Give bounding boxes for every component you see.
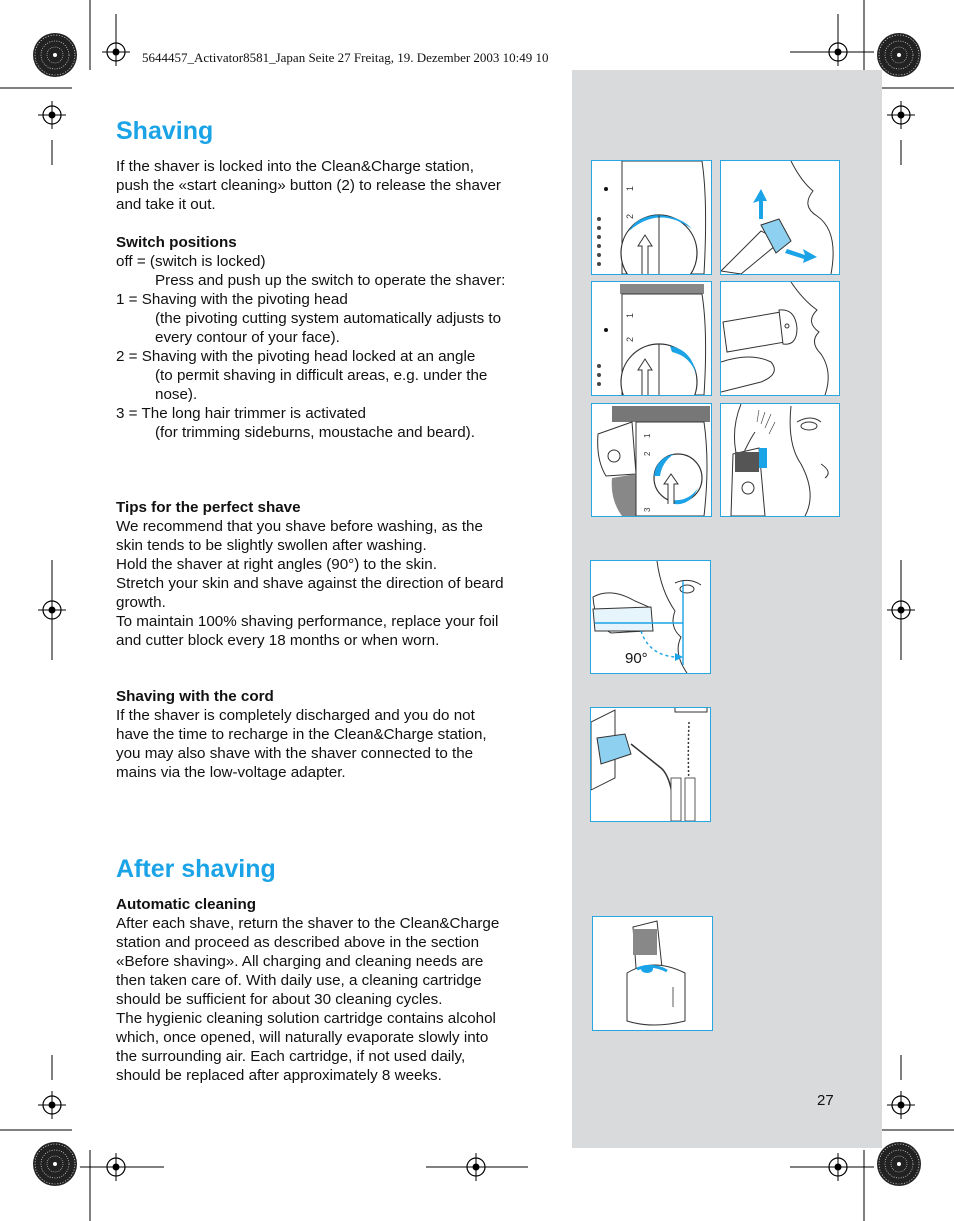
switch-line: nose). <box>155 386 198 403</box>
print-header: 5644457_Activator8581_Japan Seite 27 Freitag, 19. Dezember 2003 10:49 10 <box>142 50 549 65</box>
auto-line: then taken care of. With daily use, a cleaning cartridge <box>116 972 482 989</box>
auto-line: the surrounding air. Each cartridge, if not used daily, <box>116 1048 466 1065</box>
auto-line: After each shave, return the shaver to the Clean&Charge <box>116 915 500 932</box>
auto-line: should be sufficient for about 30 cleaning cycles. <box>116 991 443 1008</box>
pivoting-head-figure <box>720 160 840 275</box>
cord-heading: Shaving with the cord <box>116 688 274 705</box>
switch-line: Press and push up the switch to operate the shaver: <box>155 272 506 289</box>
after-shaving-title: After shaving <box>116 855 276 883</box>
auto-line: «Before shaving». All charging and cleaning needs are <box>116 953 484 970</box>
tips-line: Hold the shaver at right angles (90°) to the skin. <box>116 556 437 573</box>
intro-line: If the shaver is locked into the Clean&Charge station, <box>116 158 474 175</box>
mark-1: 1 <box>625 312 635 318</box>
switch-positions <box>116 233 505 442</box>
shaving-title: Shaving <box>116 117 214 145</box>
tips-line: growth. <box>116 594 166 611</box>
cord-figure <box>590 707 711 822</box>
mark-2: 2 <box>625 336 635 342</box>
switch-line: (to permit shaving in difficult areas, e.g. under the <box>155 367 488 384</box>
tips-line: To maintain 100% shaving performance, replace your foil <box>116 613 499 630</box>
mark-1: 1 <box>625 185 635 191</box>
switch-line: every contour of your face). <box>155 329 340 346</box>
switch-line: 1 = Shaving with the pivoting head <box>116 291 348 308</box>
switch-line: (for trimming sideburns, moustache and beard). <box>155 424 475 441</box>
cord-line: you may also shave with the shaver connected to the <box>116 745 474 762</box>
under-nose-figure <box>720 281 840 396</box>
tips-line: and cutter block every 18 months or when worn. <box>116 632 440 649</box>
cord-line: have the time to recharge in the Clean&Charge station, <box>116 726 487 743</box>
cord-line: mains via the low-voltage adapter. <box>116 764 346 781</box>
switch-position-1-figure <box>591 160 712 275</box>
tips-line: Stretch your skin and shave against the direction of beard <box>116 575 504 592</box>
cord-line: If the shaver is completely discharged and you do not <box>116 707 475 724</box>
auto-heading: Automatic cleaning <box>116 896 257 913</box>
angle-label: 90° <box>625 650 648 667</box>
switch-heading: Switch positions <box>116 234 237 251</box>
tips-section <box>116 498 504 650</box>
mark-1: 1 <box>643 433 652 438</box>
switch-position-3-figure <box>591 403 712 517</box>
mark-2: 2 <box>625 213 635 219</box>
cleaning-station-figure <box>592 916 713 1031</box>
switch-line: 3 = The long hair trimmer is activated <box>116 405 367 422</box>
switch-line: 2 = Shaving with the pivoting head locked at an angle <box>116 348 476 365</box>
mark-2: 2 <box>643 451 652 456</box>
auto-line: should be replaced after approximately 8 weeks. <box>116 1067 442 1084</box>
cord-section <box>116 687 487 782</box>
shaving-intro <box>116 157 501 214</box>
auto-line: station and proceed as described above in the section <box>116 934 480 951</box>
automatic-cleaning <box>116 895 499 1085</box>
tips-heading: Tips for the perfect shave <box>116 499 301 516</box>
intro-line: push the «start cleaning» button (2) to release the shaver <box>116 177 501 194</box>
auto-line: which, once opened, will naturally evaporate slowly into <box>116 1029 489 1046</box>
tips-line: skin tends to be slightly swollen after washing. <box>116 537 427 554</box>
right-angle-figure <box>590 560 711 674</box>
page-number: 27 <box>817 1092 834 1109</box>
auto-line: The hygienic cleaning solution cartridge contains alcohol <box>116 1010 496 1027</box>
switch-position-2-figure <box>591 281 712 396</box>
switch-line: (the pivoting cutting system automatically adjusts to <box>155 310 502 327</box>
switch-line: off = (switch is locked) <box>116 253 266 270</box>
mark-3: 3 <box>643 507 652 512</box>
trimming-sideburns-figure <box>720 403 840 517</box>
tips-line: We recommend that you shave before washing, as the <box>116 518 483 535</box>
intro-line: and take it out. <box>116 196 216 213</box>
